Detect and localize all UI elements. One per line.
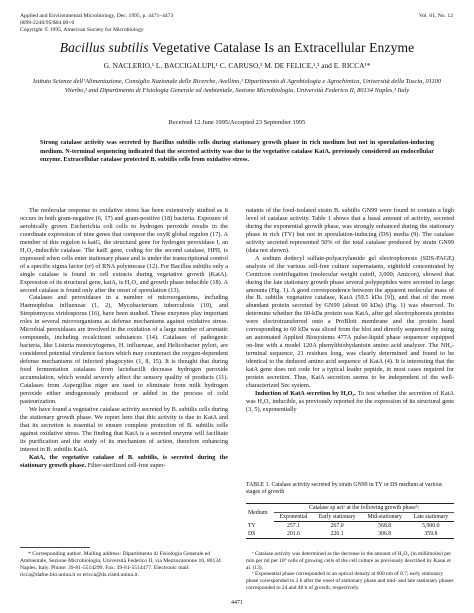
- table-col-header: Early stationary: [313, 513, 362, 522]
- left-column: [20, 207, 228, 469]
- title-rest: Vegetative Catalase Is an Extracellular Enzyme: [148, 40, 415, 55]
- table-header-medium: Medium: [246, 504, 274, 522]
- table-cell: 201.6: [274, 530, 312, 539]
- table-cell: 226.1: [313, 530, 362, 539]
- section-run-head: KatA, the vegetative catalase of B. subtilis, is secreted during the stationary growth phase.: [20, 453, 228, 469]
- article-title: [0, 40, 474, 56]
- paragraph: We have found a vegetative catalase activity secreted by B. subtilis cells during the stationary growth phase. We report here that this activity is due to KatA and that its secretion is essential to ensure complete protection of B. subtilis cells against oxidative stress. The finding that KatA is a secreted enzyme will facilitate its purification and the study of its mechanism of action, therefore enhancing interest in B. subtilis KatA.: [20, 405, 228, 453]
- table-group-header: Catalase sp actᵃ at the following growth phaseᵇ:: [274, 504, 454, 513]
- footnote-divider: [20, 547, 90, 548]
- table-footnotes: [246, 551, 454, 592]
- paragraph: A sodium dodecyl sulfate-polyacrylamide gel electrophoresis (SDS-PAGE) analysis of the various cell-free culture supernatants, eightfold concentrated by Centricon centrifugation (molecular weight cutoff, 3,000; Amicon), showed that during the late stationary growth phase several polypeptides were secreted in large amounts (Fig. 1). A good correspondence between the apparent molecular mass of the B. subtilis vegetative catalase, KatA (59.5 kDa [9]), and that of the most abundant protein secreted by GN99 (about 60 kDa) (Fig. 1) was observed. To determine whether the 60-kDa protein was KatA, after gel electrophoresis proteins were electrotransferred onto a ProBlott membrane and the protein band corresponding to 60 kDa was sliced from the blot and directly sequenced by using an automated Applied Biosystems 477A pulse-liquid phase sequencer equipped on-line with a model 120A phenylthiohydantoin amino acid analyzer. The NH₂-terminal sequence, 21 residues long, was clearly determined and found to be identical to the deduced amino acid sequence of KatA (4). It is interesting that the katA gene does not code for a typical leader peptide, in most cases required for protein secretion. Thus, KatA secretion seems to be independent of the well-characterized Sec system.: [246, 254, 454, 389]
- author-list: G. NACLERIO,¹ L. BACCIGALUPI,¹ C. CARUSO,² M. DE FELICE,¹,³ and E. RICCA¹*: [103, 61, 371, 70]
- table-cell: 267.0: [330, 523, 344, 529]
- paragraph-text: Filter-sterilized cell-free super-: [86, 461, 166, 469]
- journal-citation: Applied and Environmental Microbiology, Dec. 1995, p. 4471–4473: [20, 13, 174, 19]
- journal-header: [20, 13, 173, 34]
- abstract: Strong catalase activity was secreted by Bacillus subtilis cells during stationary growth phase in rich medium but not in sporulation-inducing medium. N-terminal sequencing indicated that the secreted activity was due to the vegetative catalase KatA, previously considered an endocellular enzyme. Extracellular catalase protected B. subtilis cells from oxidative stress.: [40, 139, 434, 163]
- catalase-table: [246, 503, 454, 539]
- paragraph: [20, 454, 228, 470]
- table-cell: 568.8: [378, 523, 392, 529]
- table-row: [246, 522, 454, 531]
- paragraph: [246, 390, 454, 414]
- table-cell: 257.1: [286, 523, 301, 529]
- table-col-header: Mid-stationary: [362, 513, 408, 522]
- table-cell-medium: TY: [248, 522, 256, 529]
- copyright: Copyright © 1995, American Society for Microbiology: [20, 27, 144, 33]
- section-run-head: Induction of KatA secretion by H₂O₂.: [255, 389, 356, 397]
- table-row: [246, 530, 454, 539]
- paragraph: Catalases and peroxidases in a number of microorganisms, including Haemophilus influenzae (1, 2), Mycobacterium tuberculosis (10), and Streptomyces viridosporus (16), have been studied. These enzymes play important roles in several microorganisms as defense mechanisms against oxidative stress. Microbial peroxidases are involved in the oxidation of a large number of aromatic compounds, including recalcitrant substances (14). Catalases of pathogenic bacteria, like Listeria monocytogenes, H. influenzae, and Helicobacter pylori, are considered potential virulence factors which may counteract the oxygen-dependent defense mechanisms of infected phagocytes (1, 8, 15). It is thought that during food fermentation catalases from lactobacilli decrease hydrogen peroxide accumulation, which would severely affect the sensory quality of products (11). Catalases from Aspergillus niger are used to eliminate from milk hydrogen peroxide either endogenously produced or added in the process of cold pasteurization.: [20, 294, 228, 405]
- table-col-header: Exponential: [274, 513, 312, 522]
- paragraph: The molecular response to oxidative stress has been extensively studied as it occurs in both gram-negative (6, 17) and gram-positive (18) bacteria. Exposure of aerobically grown Escherichia coli cells to hydrogen peroxide results in the coordinate expression of nine genes that compose the oxyR global regulon (17). A member of this regulon is katG, the structural gene for hydrogen peroxidase I, an H₂O₂-inducible catalase. The katE gene, coding for the second catalase, HPII, is expressed when cells enter stationary phase and is under the transcriptional control of a specific sigma factor (σˢ) of RNA polymerase (12). For Bacillus subtilis only a single catalase is found in cell extracts during vegetative growth (KatA). Expression of its structural gene, katA, is H₂O₂ and growth phase inducible (18). A second catalase is found only after the onset of sporulation (13).: [20, 207, 228, 294]
- affiliations: Istituto Scienze dell’Alimentazione, Consiglio Nazionale delle Ricerche, Avellino,¹ Dipartimento di Agrobiologia e Agrochimica, Università della Tuscia, 01100 Viterbo,² and Dipartimento di Fisiologia Generale ed Ambientale, Sezione Microbiologia, Università Federico II, 80134 Naples,³ Italy: [32, 78, 442, 94]
- table-cell-medium: DS: [246, 530, 274, 539]
- title-species: Bacillus subtilis: [59, 40, 149, 55]
- table-footnote: ᵃ Catalase activity was determined as the decrease in the amount of H₂O₂ (in millimoles) per min per ml per 10⁹ cells of growing cells of the cell culture as previously described by Kasai et al. (13).: [246, 551, 452, 571]
- table-caption: TABLE 1. Catalase activity secreted by strain GN99 in TY or DS medium at various stages of growth: [246, 482, 443, 496]
- volume-info: Vol. 61, No. 12: [418, 13, 453, 19]
- table-cell: 359.8: [408, 530, 454, 539]
- table-footnote: ᵇ Exponential phase corresponded to an optical density at 600 nm of 0.7; early stationary phase corresponded to 3 h after the onset of stationary phase and mid- and late stationary phases corresponded to 24 and 48 h of growth, respectively.: [246, 571, 454, 591]
- received-date: Received 12 June 1995/Accepted 23 September 1995: [168, 119, 306, 126]
- table-col-header: Late stationary: [408, 513, 454, 522]
- paragraph-text: To test whether the secretion of KatA was H₂O₂ inducible, as previously reported for the expression of its structural gene (3, 5), exponentially: [246, 389, 454, 413]
- table-cell: 5,900.0: [422, 523, 440, 529]
- paragraph: natants of the food-isolated strain B. subtilis GN99 were found to contain a high level of catalase activity. Table 1 shows that a basal amount of activity, secreted during the exponential growth phase, was strongly enhanced during the stationary phase in rich (TY) but not in sporulation-inducing (DS) media (9). The catalase activity secreted represented 50% of the total catalase produced by strain GN99 (data not shown).: [246, 207, 454, 254]
- right-column: [246, 207, 454, 414]
- issn: 0099-2240/95/$04.00+0: [20, 20, 75, 26]
- page-number: 4471: [231, 600, 243, 606]
- corresponding-author-footnote: * Corresponding author. Mailing address: Dipartimento di Fisiologia Generale ed Ambientale, Sezione Microbiologia, Università Federico II, via Mezzocannone 16, 80134 Naples, Italy. Phone: 39-81-5514299. Fax: 39-81-5514477. Electronic mail: ricca@dafne.bio.unina.it or ericca@ds.cised.unina.it.: [20, 551, 221, 578]
- table-cell: 306.8: [362, 530, 408, 539]
